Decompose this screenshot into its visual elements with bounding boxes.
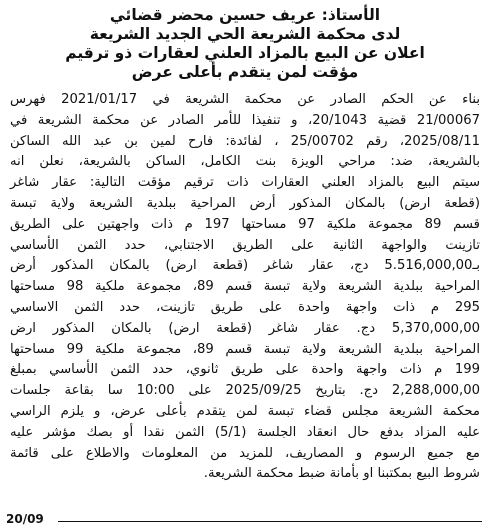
footer-rule: [58, 521, 482, 522]
body-line: 199 م ذات واجهة واحدة على طريق ثانوي، حدد الثمن الأساسي بمبلغ: [10, 362, 480, 378]
body-line: بالشريعة، ضد: مراحي الويزة بنت الكامل، الساكن بالشريعة، نعلن انه: [10, 154, 480, 170]
body-line: 295 م ذات واجهة واحدة على طريق تازينت، حدد الثمن الاساسي: [10, 299, 480, 315]
heading-line-bid: مؤقت لمن يتقدم بأعلى عرض: [131, 63, 359, 81]
body-line: بناء عن الحكم الصادر عن محكمة الشريعة في 2021/01/17 فهرس: [10, 92, 480, 107]
body-line: المراحية ببلدية الشريعة ولاية تبسة قسم 89، مجموعة ملكية 98 مساحتها: [10, 279, 480, 295]
body-line: 5,370,000,00 دج. عقار شاغر (قطعة ارض) بالمكان المذكور ارض: [10, 320, 480, 336]
body-line: 2,288,000,00 دج. بتاريخ 2025/09/25 على 10:00 سا بقاعة جلسات: [10, 383, 480, 399]
notice-heading: [10, 6, 480, 82]
body-line: عليه المزاد بدفع حال انعقاد الجلسة (5/1) الثمن نقدا أو بصك مؤشر عليه: [10, 424, 480, 440]
notice-footer: [0, 511, 490, 531]
notice-body: [10, 90, 480, 485]
body-line: قسم 89 مجموعة ملكية 97 مساحتها 197 م ذات واجهتين على الطريق: [10, 216, 480, 232]
body-line: محكمة الشريعة مجلس قضاء تبسة لمن يتقدم بأعلى عرض، و يلزم الراسي: [10, 403, 480, 419]
body-line: سيتم البيع بالمزاد العلني العقارات ذات ترقيم مؤقت التالية: عقار شاغر: [10, 175, 480, 191]
footer-code: 20/09: [6, 512, 44, 526]
body-line: (قطعة ارض) بالمكان المذكور أرض المراحية ببلدية الشريعة ولاية تبسة: [10, 195, 480, 211]
heading-line-bailiff: الأستاذ: عريف حسين محضر قضائي: [109, 6, 381, 24]
body-line: 2025/08/11، رقم 25/00702 ، لفائدة: فارح لمين بن عبد الله الساكن: [10, 133, 480, 149]
body-line: مع جميع الرسوم و المصاريف، للمزيد من المعلومات والاطلاع على قائمة: [10, 445, 480, 461]
heading-line-court: لدى محكمة الشريعة الحي الجديد الشريعة: [89, 25, 401, 43]
body-line: تازينت والواجهة الثانية على الطريق الاجتنابي، حدد الثمن الأساسي: [10, 237, 480, 253]
heading-line-auction: اعلان عن البيع بالمزاد العلني لعقارات ذو ترقيم: [65, 44, 425, 62]
body-line: المراحية ببلدية الشريعة ولاية تبسة قسم 89، مجموعة ملكية 99 مساحتها: [10, 341, 480, 357]
body-line: 21/00067 قضية 20/1043، و تنفيذا للأمر الصادر عن محكمة الشريعة في: [10, 112, 480, 128]
body-line: شروط البيع بمكتبنا او بأمانة ضبط محكمة الشريعة.: [203, 466, 480, 482]
body-line: بـ5.516,000,00 دج، عقار شاغر (قطعة ارض) بالمكان المذكور أرض: [10, 258, 480, 274]
